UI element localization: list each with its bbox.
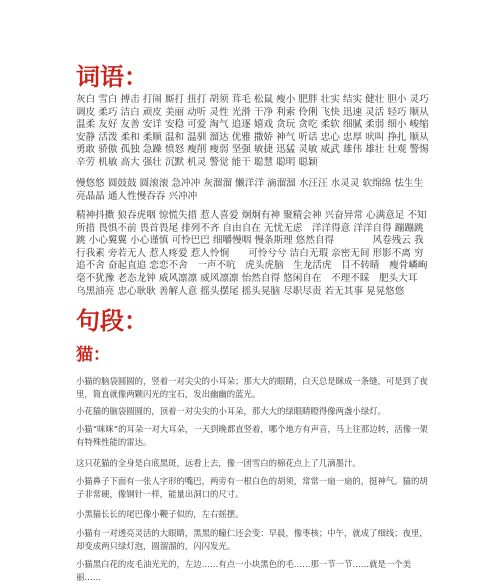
paragraph-3: 小猫“咪咪”的耳朵一对大耳朵，一天到晚都直竖着，哪个地方有声音，马上往那边转，活像一架有特殊性能的雷达。 [76, 424, 428, 448]
paragraph-1: 小猫的脑袋圆圆的，竖着一对尖尖的小耳朵；那大大的眼睛，白天总是眯成一条缝，可是到了夜里，简直就像两颗闪光的宝石，发出幽幽的蓝光。 [76, 376, 428, 400]
paragraph-8: 小猫黑白花的皮毛油光光的，左边……有点一小块黑色的毛……那一节一节……就是一个美丽…… [76, 559, 411, 583]
phrases-heading: 句段： [76, 306, 148, 335]
vocabulary-list-idioms: 精神抖擞 狼吞虎咽 惊慌失措 惹人喜爱 炯炯有神 聚精会神 兴奋异常 心满意足 不知所措 畏惧不前 畏首畏尾 排列不齐 自由自在 无忧无虑 洋洋得意 洋洋自得 蹦蹦跳跳 小心翼翼 小心谨慎 可怜巴巴 细嚼慢咽 慢条斯理 悠然自得 风卷残云 我行我素 旁若无人 惹人疼爱 惹人怜悯 可怜兮兮 洁白无瑕 亲密无间 形影不离 穷追不舍 奋起直追 恋恋不舍 一声不吭 虎头虎脑 生龙活虎 目不转睛 瘦骨嶙峋 毫不犹豫 老态龙钟 威风凛凛 威风凛凛 怡然自得 悠闲自在 不理不睬 肥头大耳 乌黑油亮 忠心耿耿 善解人意 摇头摆尾 摇头晃脑 尽职尽责 若无其事 晃晃悠悠 [76, 210, 438, 297]
paragraph-2: 小花猫的脑袋圆圆的，顶着一对尖尖的小耳朵，那大大的绿眼睛瞪得像两盏小绿灯。 [76, 406, 386, 416]
vocabulary-heading: 词语： [76, 62, 148, 91]
paragraph-5: 小猫鼻子下面有一张人字形的嘴巴，两旁有一根白色的胡须，常常一扇一扇的，挺神气。猫的胡子非常硬，像钢针一样，能量出洞口的尺寸。 [76, 476, 428, 500]
paragraph-6: 小黑猫长长的尾巴像小鞭子似的，左右摇摆。 [76, 509, 244, 519]
paragraph-7: 小猫有一对透亮灵活的大眼睛，黑黑的瞳仁还会变：早晨，像枣核；中午，就成了细线；夜里，却变成两只绿灯泡，圆溜溜的，闪闪发光。 [76, 528, 428, 552]
paragraph-4: 这只花猫的全身是白底黑斑，远看上去，像一团雪白的棉花点上了几滴墨汁。 [76, 458, 361, 468]
vocabulary-list-two-char: 灰白 雪白 搏击 打闹 厮打 扭打 胡须 茸毛 松鼠 瘦小 肥胖 壮实 结实 健壮 胆小 灵巧 调皮 柔巧 洁白 顽皮 美丽 动听 灵性 光滑 干净 利索 伶俐 飞快 迅速 灵活 轻巧 顺从 温柔 友好 友善 安详 安稳 可爱 淘气 追逐 嬉戏 贪玩 贪吃 柔软 细腻 柔弱 细小 峻缩 安静 活泼 柔和 柔顺 温和 温驯 溜达 优雅 撒娇 神气 听话 忠心 忠厚 吠叫 挣扎 顺从 勇敢 骄傲 孤独 急躁 愤怒 瘦削 瘦弱 坚强 敏捷 迅猛 灵敏 威武 雄伟 雄壮 壮观 警惕 辛劳 机敏 高大 强壮 沉默 机灵 警觉 能干 聪慧 聪明 聪颖 [76, 94, 429, 168]
vocabulary-list-three-char: 慢悠悠 圆鼓鼓 圆滚滚 急冲冲 灰溜溜 懒洋洋 滴溜溜 水汪汪 水灵灵 软绵绵 怯生生 亮晶晶 通人性慢吞吞 兴冲冲 [76, 178, 424, 202]
cat-subheading: 猫： [76, 345, 110, 365]
